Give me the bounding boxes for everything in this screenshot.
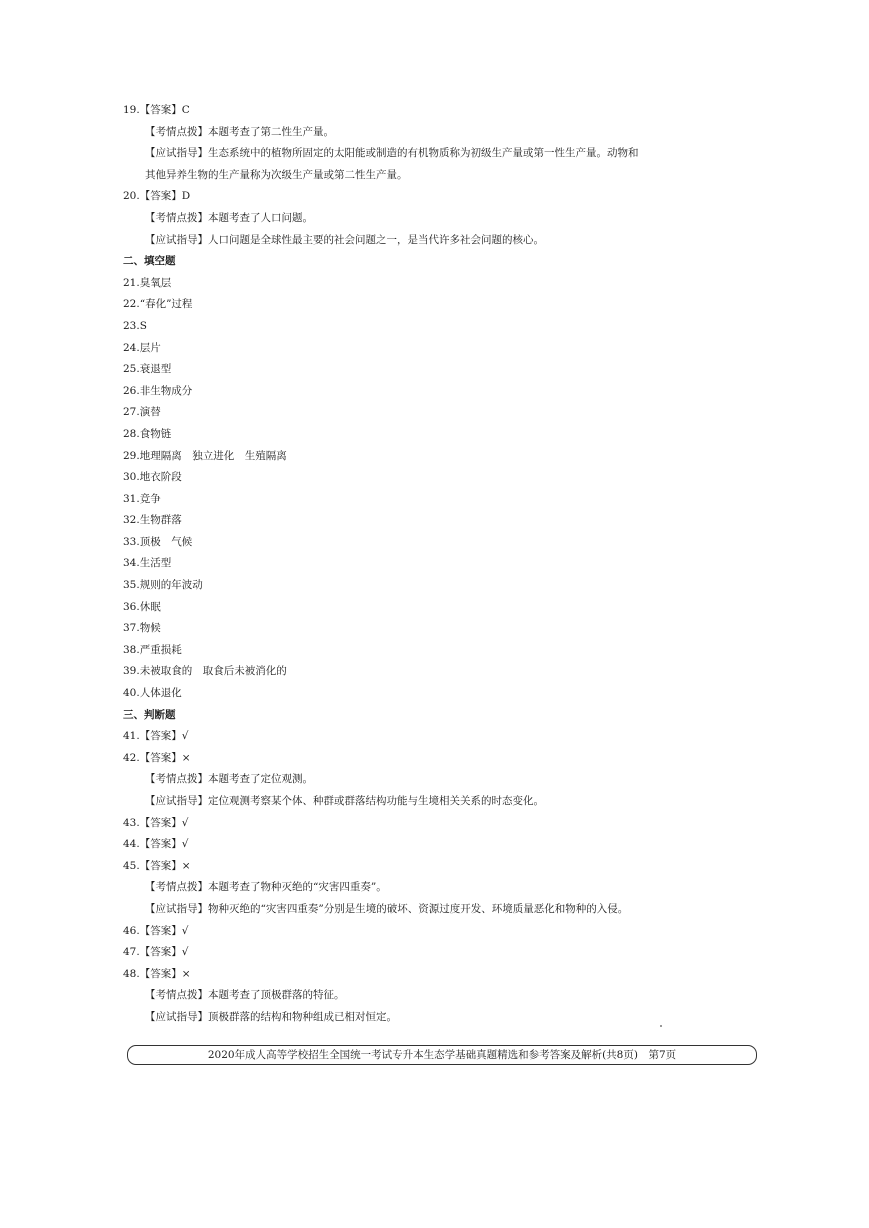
text-line: 33.顶极 气候 xyxy=(123,535,193,548)
text-line: 【应试指导】人口问题是全球性最主要的社会问题之一，是当代许多社会问题的核心。 xyxy=(145,233,544,246)
text-line: 43.【答案】√ xyxy=(123,816,189,829)
text-line: 37.物候 xyxy=(123,622,161,635)
text-line: 25.衰退型 xyxy=(123,363,172,376)
text-line: 26.非生物成分 xyxy=(123,384,193,397)
text-line: 其他异养生物的生产量称为次级生产量或第二性生产量。 xyxy=(145,168,408,181)
text-line: 45.【答案】× xyxy=(123,859,191,872)
text-line: 29.地理隔离 独立进化 生殖隔离 xyxy=(123,449,287,462)
text-line: 19.【答案】C xyxy=(123,104,190,116)
text-line: 34.生活型 xyxy=(123,557,172,570)
text-line: 46.【答案】√ xyxy=(123,924,189,937)
text-line: 【考情点拨】本题考查了定位观测。 xyxy=(145,773,313,786)
text-line: 【考情点拨】本题考查了顶极群落的特征。 xyxy=(145,989,345,1002)
text-line: 【考情点拨】本题考查了第二性生产量。 xyxy=(145,125,334,138)
scan-speck xyxy=(660,1025,662,1027)
text-line: 28.食物链 xyxy=(123,427,172,440)
text-line: 【应试指导】生态系统中的植物所固定的太阳能或制造的有机物质称为初级生产量或第一性生产量。动物和 xyxy=(145,147,639,160)
text-line: 20.【答案】D xyxy=(123,190,191,203)
text-line: 44.【答案】√ xyxy=(123,838,189,851)
text-line: 40.人体退化 xyxy=(123,687,182,700)
text-line: 35.规则的年波动 xyxy=(123,579,203,592)
text-line: 38.严重损耗 xyxy=(123,643,182,656)
document-body xyxy=(123,100,763,1029)
section-heading: 三、判断题 xyxy=(123,708,176,721)
page-footer: 2020年成人高等学校招生全国统一考试专升本生态学基础真题精选和参考答案及解析(共8页) 第7页 xyxy=(127,1045,757,1065)
text-line: 21.臭氧层 xyxy=(123,276,172,289)
text-line: 23.S xyxy=(123,319,147,332)
text-line: 42.【答案】× xyxy=(123,751,191,764)
text-line: 【应试指导】顶极群落的结构和物种组成已相对恒定。 xyxy=(145,1010,397,1023)
text-line: 31.竞争 xyxy=(123,492,161,505)
text-line: 【应试指导】物种灭绝的“灾害四重奏”分别是生境的破坏、资源过度开发、环境质量恶化和物种的入侵。 xyxy=(145,902,629,915)
text-line: 30.地衣阶段 xyxy=(123,471,182,484)
text-line: 47.【答案】√ xyxy=(123,946,189,959)
text-line: 36.休眠 xyxy=(123,600,161,613)
text-line: 24.层片 xyxy=(123,341,161,354)
text-line: 22.“春化”过程 xyxy=(123,298,193,311)
text-line: 【应试指导】定位观测考察某个体、种群或群落结构功能与生境相关关系的时态变化。 xyxy=(145,795,544,807)
text-line: 【考情点拨】本题考查了物种灭绝的“灾害四重奏”。 xyxy=(145,881,387,894)
text-line: 41.【答案】√ xyxy=(123,730,189,743)
text-line: 【考情点拨】本题考查了人口问题。 xyxy=(145,211,313,224)
text-line: 32.生物群落 xyxy=(123,514,182,527)
text-line: 39.未被取食的 取食后未被消化的 xyxy=(123,665,287,678)
text-line: 48.【答案】× xyxy=(123,967,191,980)
text-line: 27.演替 xyxy=(123,406,161,419)
section-heading: 二、填空题 xyxy=(123,255,176,268)
